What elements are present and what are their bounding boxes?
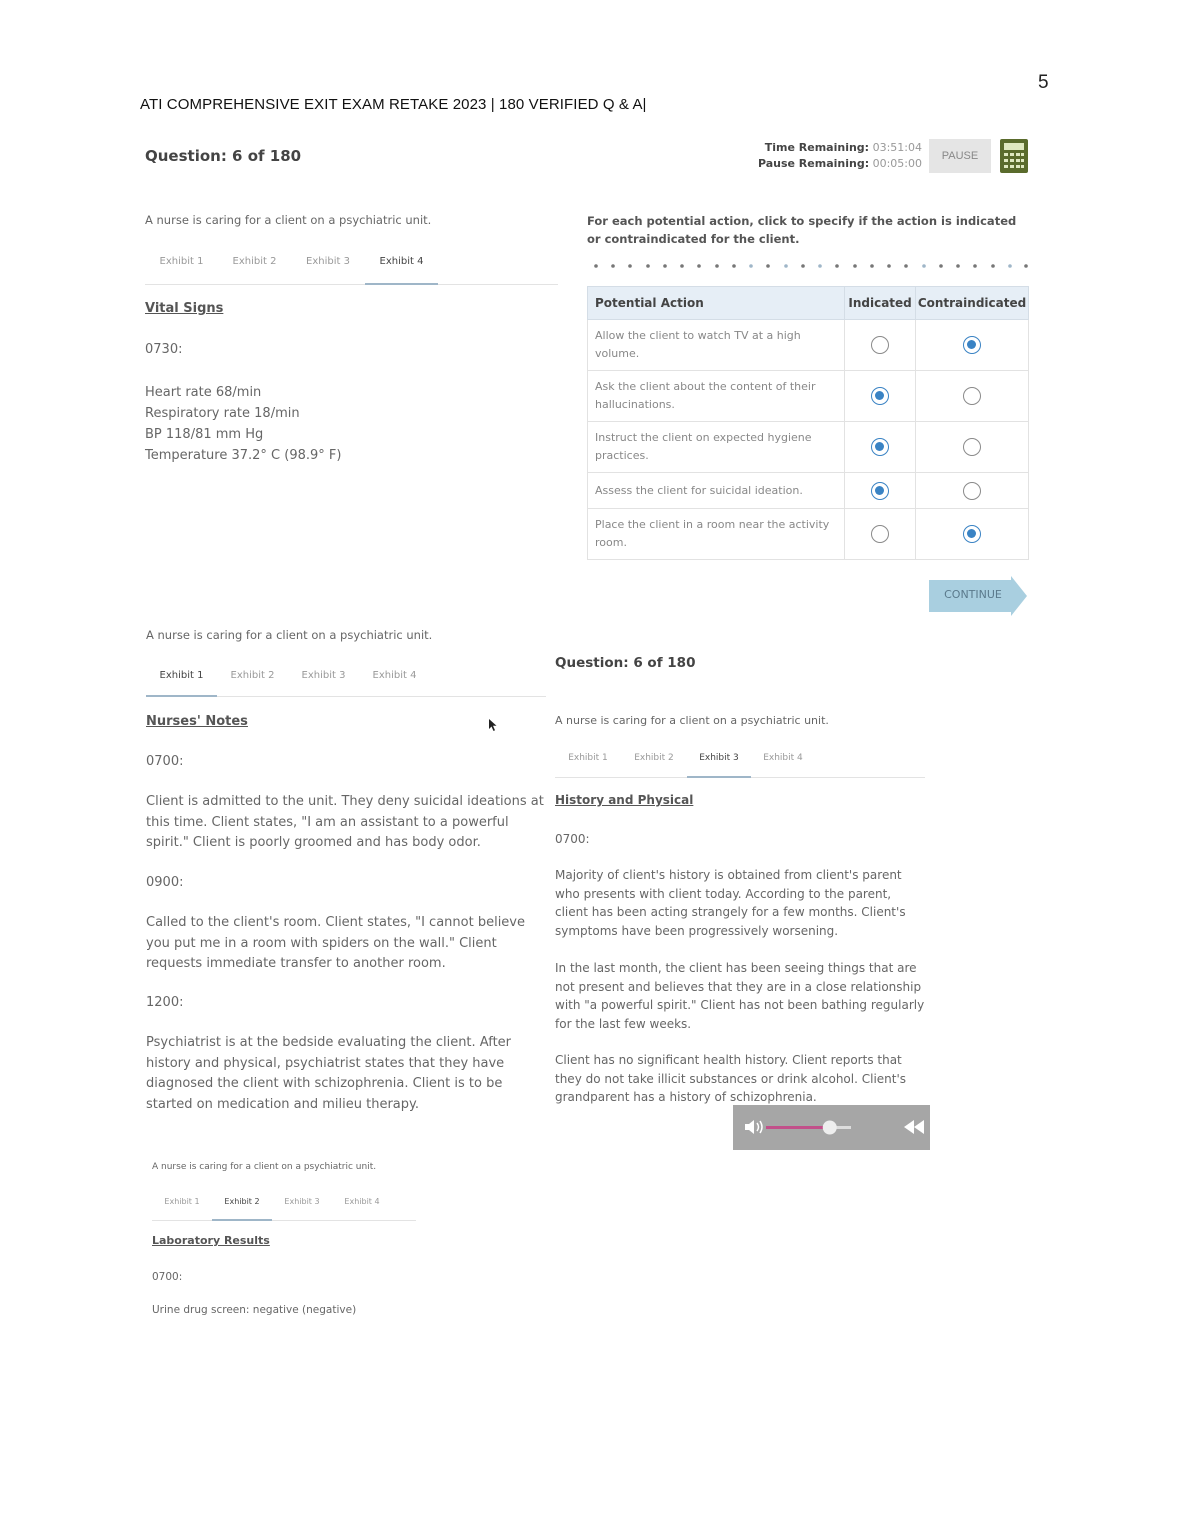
table-row — [588, 422, 1029, 473]
history-paragraph: In the last month, the client has been seeing things that are not present and believes that they are in a close relationship with "a powerful spirit." Client has not been bathing regularly for the last few weeks. — [555, 961, 925, 1031]
table-row — [588, 473, 1029, 509]
vital-respiratory-rate: Respiratory rate 18/min — [145, 406, 300, 421]
tab-exhibit-1[interactable]: Exhibit 1 — [568, 753, 608, 763]
tab-exhibit-3[interactable]: Exhibit 3 — [284, 1197, 320, 1206]
pause-remaining-value: 00:05:00 — [872, 157, 922, 170]
pause-button[interactable]: PAUSE — [929, 139, 991, 173]
vital-temperature: Temperature 37.2° C (98.9° F) — [145, 448, 342, 463]
tab-exhibit-3[interactable]: Exhibit 3 — [687, 753, 751, 777]
note-text: Psychiatrist is at the bedside evaluating the client. After history and physical, psychiatrist states that they have diagnosed the client with schizophrenia. Client is to be started on medication and milieu therapy. — [146, 1035, 512, 1112]
exhibit-tabs — [145, 256, 558, 285]
continue-button[interactable] — [929, 576, 1027, 616]
exhibit-tabs — [146, 670, 546, 697]
tab-exhibit-2[interactable]: Exhibit 2 — [232, 256, 277, 267]
table-row — [588, 509, 1029, 560]
calculator-icon[interactable] — [1000, 139, 1028, 173]
tab-exhibit-1[interactable]: Exhibit 1 — [159, 256, 204, 267]
indicated-radio[interactable] — [871, 525, 889, 543]
col-contraindicated: Contraindicated — [916, 287, 1029, 320]
rewind-icon[interactable] — [904, 1120, 924, 1134]
tab-exhibit-1[interactable]: Exhibit 1 — [146, 670, 217, 696]
scenario-intro: A nurse is caring for a client on a psychiatric unit. — [555, 714, 829, 727]
note-time: 1200: — [146, 995, 184, 1010]
progress-dots — [594, 262, 1028, 270]
vital-blood-pressure: BP 118/81 mm Hg — [145, 427, 264, 442]
action-text: Allow the client to watch TV at a high volume. — [588, 320, 845, 371]
page-number: 5 — [1038, 72, 1049, 93]
tab-exhibit-4[interactable]: Exhibit 4 — [372, 670, 417, 681]
action-text: Place the client in a room near the activity room. — [588, 509, 845, 560]
indicated-radio[interactable] — [871, 336, 889, 354]
table-row — [588, 320, 1029, 371]
scenario-intro: A nurse is caring for a client on a psychiatric unit. — [152, 1162, 377, 1172]
question-counter: Question: 6 of 180 — [555, 655, 696, 671]
vital-signs-title: Vital Signs — [145, 301, 224, 316]
action-text: Assess the client for suicidal ideation. — [588, 473, 845, 509]
question-instruction: For each potential action, click to specify if the action is indicated or contraindicated for the client. — [587, 214, 1017, 246]
contraindicated-radio[interactable] — [963, 438, 981, 456]
volume-fill — [766, 1126, 830, 1129]
question-counter: Question: 6 of 180 — [145, 147, 302, 165]
tab-exhibit-3[interactable]: Exhibit 3 — [306, 256, 350, 267]
indicated-radio[interactable] — [871, 387, 889, 405]
contraindicated-radio[interactable] — [963, 482, 981, 500]
note-text: Called to the client's room. Client states, "I cannot believe you put me in a room with spiders on the wall." Client requests immediate transfer to another room. — [146, 915, 525, 971]
tab-exhibit-3[interactable]: Exhibit 3 — [301, 670, 346, 681]
time-remaining-label: Time Remaining: — [764, 141, 870, 154]
tab-exhibit-2[interactable]: Exhibit 2 — [634, 753, 674, 763]
tab-exhibit-4[interactable]: Exhibit 4 — [344, 1197, 380, 1206]
exhibit-tabs — [152, 1197, 416, 1221]
scenario-intro: A nurse is caring for a client on a psychiatric unit. — [146, 628, 433, 642]
scenario-intro: A nurse is caring for a client on a psychiatric unit. — [145, 213, 432, 227]
note-text: Client is admitted to the unit. They deny suicidal ideations at this time. Client states, "I am an assistant to a powerful spirit." Client is poorly groomed and has body odor. — [146, 794, 544, 850]
history-paragraph: Client has no significant health history. Client reports that they do not take illicit substances or drink alcohol. Client's grandparent has a history of schizophrenia. — [555, 1053, 907, 1104]
pause-remaining-label: Pause Remaining: — [757, 157, 870, 170]
volume-icon[interactable] — [745, 1120, 762, 1134]
action-text: Instruct the client on expected hygiene practices. — [588, 422, 845, 473]
table-row — [588, 371, 1029, 422]
indicated-radio[interactable] — [871, 482, 889, 500]
history-time: 0700: — [555, 832, 590, 846]
history-physical-title: History and Physical — [555, 793, 694, 807]
tab-exhibit-2[interactable]: Exhibit 2 — [212, 1197, 272, 1220]
exhibit-tabs — [555, 753, 925, 778]
nurses-notes-title: Nurses' Notes — [146, 714, 248, 729]
time-remaining-value: 03:51:04 — [872, 141, 922, 154]
tab-exhibit-1[interactable]: Exhibit 1 — [164, 1197, 200, 1206]
action-matrix-table — [587, 286, 1029, 560]
col-potential-action: Potential Action — [588, 287, 845, 320]
lab-time: 0700: — [152, 1271, 183, 1283]
vital-signs-time: 0730: — [145, 342, 183, 357]
document-header: ATI COMPREHENSIVE EXIT EXAM RETAKE 2023 | 180 VERIFIED Q & A| — [140, 96, 647, 113]
note-time: 0700: — [146, 754, 184, 769]
action-text: Ask the client about the content of their hallucinations. — [588, 371, 845, 422]
audio-player — [733, 1105, 930, 1150]
laboratory-results-title: Laboratory Results — [152, 1234, 270, 1247]
volume-knob[interactable] — [823, 1121, 837, 1135]
mouse-pointer-icon — [488, 718, 498, 732]
tab-exhibit-4[interactable]: Exhibit 4 — [763, 753, 803, 763]
history-paragraph: Majority of client's history is obtained from client's parent who presents with client today. According to the parent, client has been acting strangely for a few months. Client's symptoms have been progressively worsening. — [555, 868, 906, 938]
contraindicated-radio[interactable] — [963, 525, 981, 543]
tab-exhibit-4[interactable]: Exhibit 4 — [365, 256, 438, 284]
tab-exhibit-2[interactable]: Exhibit 2 — [230, 670, 275, 681]
contraindicated-radio[interactable] — [963, 387, 981, 405]
continue-label: CONTINUE — [944, 588, 1002, 601]
lab-result: Urine drug screen: negative (negative) — [152, 1304, 357, 1316]
note-time: 0900: — [146, 875, 184, 890]
timer-panel — [740, 140, 922, 172]
vital-signs-list — [145, 382, 341, 466]
indicated-radio[interactable] — [871, 438, 889, 456]
col-indicated: Indicated — [845, 287, 916, 320]
contraindicated-radio[interactable] — [963, 336, 981, 354]
vital-heart-rate: Heart rate 68/min — [145, 385, 262, 400]
